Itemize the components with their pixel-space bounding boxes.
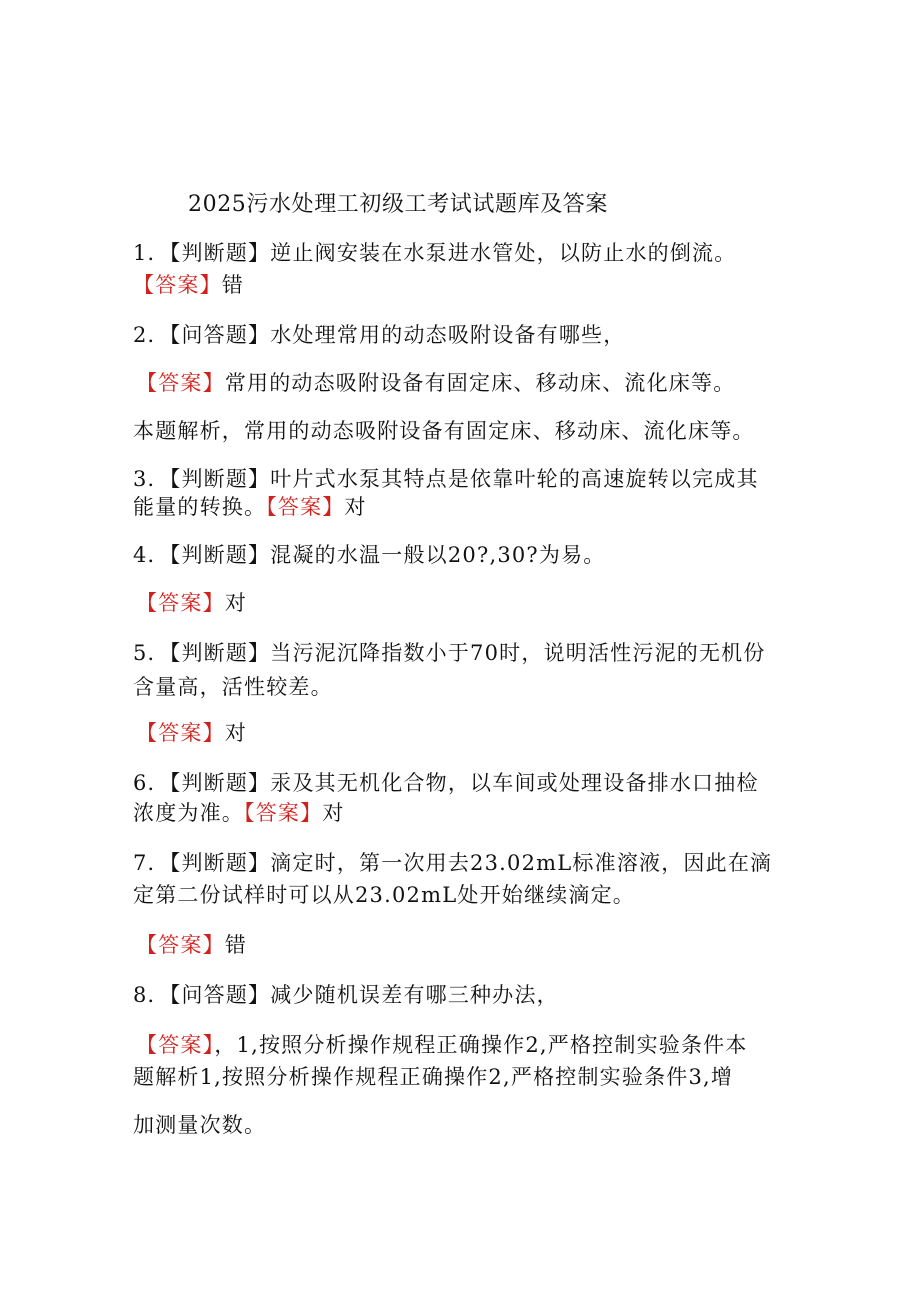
question-2: 2．【问答题】水处理常用的动态吸附设备有哪些， [133,323,626,347]
question-7-line-1: 7．【判断题】滴定时，第一次用去23.02mL标准溶液，因此在滴 [133,851,773,875]
question-5-line-1: 5．【判断题】当污泥沉降指数小于70时，说明活性污泥的无机份 [133,641,766,665]
answer-8-line-3: 加测量次数。 [133,1113,267,1137]
answer-tag: 【答案】 [136,591,225,615]
answer-1-value: 错 [221,273,245,297]
answer-7-value: 错 [224,933,248,957]
question-3-line-2: 能量的转换。【答案】对 [133,495,367,519]
answer-8-value: ，1,按照分析操作规程正确操作2,严格控制实验条件本 [214,1033,748,1057]
question-5-line-2: 含量高，活性较差。 [133,675,333,699]
explanation-2: 本题解析，常用的动态吸附设备有固定床、移动床、流化床等。 [133,419,755,443]
answer-tag: 【答案】 [136,371,225,395]
question-6-line-2: 浓度为准。【答案】对 [133,801,345,825]
answer-2-value: 常用的动态吸附设备有固定床、移动床、流化床等。 [224,371,736,395]
answer-7 [136,930,247,960]
answer-4-value: 对 [224,591,248,615]
answer-2 [136,368,735,398]
answer-4 [136,588,247,618]
answer-tag: 【答案】 [244,801,323,825]
question-8: 8．【问答题】减少随机误差有哪三种办法， [133,983,559,1007]
question-1: 1．【判断题】逆止阀安装在水泵进水管处，以防止水的倒流。 [133,241,737,265]
question-3-line-1: 3．【判断题】叶片式水泵其特点是依靠叶轮的高速旋转以完成其 [133,467,759,491]
answer-8-line-2: 题解析1,按照分析操作规程正确操作2,严格控制实验条件3,增 [133,1065,734,1089]
answer-6-value: 对 [322,801,345,825]
answer-5 [136,718,247,748]
question-4: 4．【判断题】混凝的水温一般以20?,30?为易。 [133,543,606,567]
answer-tag: 【答案】 [266,495,345,519]
answer-tag: 【答案】 [136,721,225,745]
answer-tag: 【答案】 [133,273,222,297]
answer-3-value: 对 [344,495,367,519]
answer-5-value: 对 [224,721,248,745]
question-6-line-1: 6．【判断题】汞及其无机化合物，以车间或处理设备排水口抽检 [133,771,759,795]
question-7-line-2: 定第二份试样时可以从23.02mL处开始继续滴定。 [133,883,635,907]
answer-tag: 【答案】 [136,1033,215,1057]
answer-8-line-1 [136,1030,748,1060]
answer-tag: 【答案】 [136,933,225,957]
document-title: 2025污水处理工初级工考试试题库及答案 [188,192,608,217]
answer-1 [133,270,244,300]
